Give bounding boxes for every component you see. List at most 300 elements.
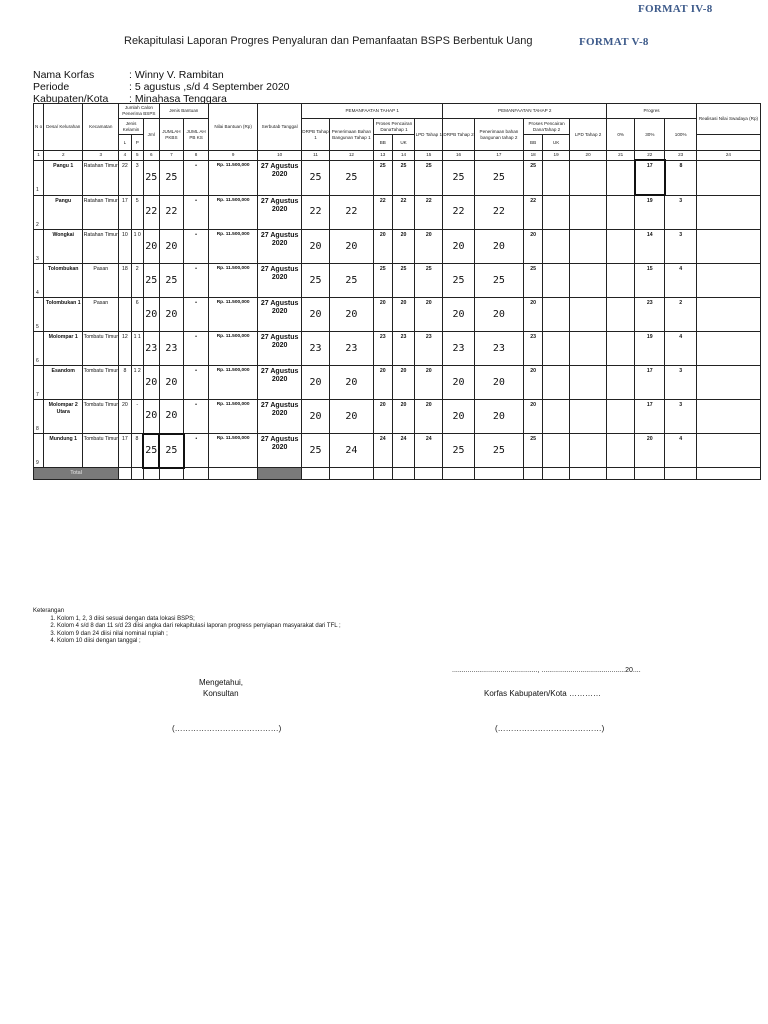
cell-jb2: •	[184, 264, 209, 298]
total-cell	[443, 468, 474, 480]
cell-drpb2: 20	[443, 366, 474, 400]
header-jumlah-calon: Jumlah Calon Penerima BSPS	[119, 104, 159, 119]
total-cell	[665, 468, 696, 480]
header-penerimaan-1: Penerimaan Bahan Bangunan Tahap 1	[330, 119, 374, 151]
cell-pen1: 20	[330, 400, 374, 434]
cell-jb: 20	[159, 230, 184, 264]
cell-p100: 3	[665, 195, 696, 230]
cell-drpb1: 20	[302, 366, 330, 400]
cell-p30: 17	[635, 366, 665, 400]
cell-jml: 25	[143, 160, 159, 195]
cell-nilai: Rp. 11.500,000	[208, 160, 257, 195]
cell-l: 17	[119, 195, 131, 230]
total-label: Total	[34, 468, 119, 480]
cell-uk1: 20	[392, 230, 414, 264]
cell-lpd2	[570, 298, 607, 332]
kabupaten-value: : Minahasa Tenggara	[129, 93, 227, 105]
header-uk-2: UK	[543, 135, 570, 151]
table-row	[34, 332, 761, 366]
cell-uk1: 20	[392, 400, 414, 434]
cell-pen2: 22	[474, 195, 523, 230]
cell-desa: Tolombukan	[44, 264, 83, 298]
cell-bb2: 20	[524, 366, 543, 400]
cell-bb1: 20	[373, 230, 392, 264]
cell-bb1: 25	[373, 264, 392, 298]
cell-nilai: Rp. 11.500,000	[208, 264, 257, 298]
kabupaten-label: Kabupaten/Kota	[33, 93, 109, 105]
table-row	[34, 400, 761, 434]
cell-l: 22	[119, 160, 131, 195]
total-cell	[143, 468, 159, 480]
cell-pen1: 20	[330, 298, 374, 332]
cell-jml: 25	[143, 434, 159, 468]
keterangan-item: 3. Kolom 9 dan 24 diisi nilai nominal rupiah ;	[57, 631, 593, 639]
column-number: 11	[302, 151, 330, 161]
cell-realisasi	[696, 400, 760, 434]
cell-pen2: 20	[474, 400, 523, 434]
cell-lpd2	[570, 332, 607, 366]
column-number: 7	[159, 151, 184, 161]
cell-kec: Pasan	[83, 298, 119, 332]
cell-drpb1: 20	[302, 298, 330, 332]
cell-realisasi	[696, 434, 760, 468]
total-cell	[635, 468, 665, 480]
header-progres-30: 30%	[635, 119, 665, 151]
column-number: 23	[665, 151, 696, 161]
cell-pen1: 24	[330, 434, 374, 468]
total-cell	[607, 468, 635, 480]
cell-uk1: 25	[392, 160, 414, 195]
header-bb-2: BB	[524, 135, 543, 151]
cell-kec: Tombatu Timur	[83, 366, 119, 400]
cell-l: 12	[119, 332, 131, 366]
cell-bb2: 25	[524, 160, 543, 195]
cell-realisasi	[696, 160, 760, 195]
cell-p: 1 2	[131, 366, 143, 400]
cell-no: 1	[34, 160, 44, 195]
cell-l: 10	[119, 230, 131, 264]
total-cell	[543, 468, 570, 480]
cell-p100: 3	[665, 230, 696, 264]
format-code-top: FORMAT IV-8	[638, 3, 713, 15]
cell-pen2: 25	[474, 264, 523, 298]
cell-jb: 22	[159, 195, 184, 230]
header-pemanfaatan-1: PEMANFAATAN TAHAP 1	[302, 104, 443, 119]
cell-kec: Ratahan Timur	[83, 160, 119, 195]
cell-drpb2: 20	[443, 230, 474, 264]
cell-no: 5	[34, 298, 44, 332]
header-jb-b: JUML AH PB KS	[184, 119, 209, 151]
cell-p30: 14	[635, 230, 665, 264]
cell-tgl: 27 Agustus 2020	[258, 160, 302, 195]
cell-lpd1: 20	[415, 298, 443, 332]
cell-p0	[607, 400, 635, 434]
cell-p100: 4	[665, 434, 696, 468]
cell-p0	[607, 160, 635, 195]
cell-jml: 25	[143, 264, 159, 298]
cell-p0	[607, 434, 635, 468]
column-number: 1	[34, 151, 44, 161]
column-number: 17	[474, 151, 523, 161]
cell-tgl: 27 Agustus 2020	[258, 298, 302, 332]
cell-realisasi	[696, 230, 760, 264]
cell-p0	[607, 230, 635, 264]
cell-uk1: 24	[392, 434, 414, 468]
cell-lpd1: 22	[415, 195, 443, 230]
total-cell	[524, 468, 543, 480]
cell-drpb1: 25	[302, 160, 330, 195]
column-number: 2	[44, 151, 83, 161]
header-no: N o	[34, 104, 44, 151]
column-number: 13	[373, 151, 392, 161]
keterangan-item: 2. Kolom 4 s/d 8 dan 11 s/d 23 diisi angka dari rekapitulasi laporan progress penyiapan masyarakat dari TFL ;	[57, 623, 593, 631]
total-cell	[208, 468, 257, 480]
cell-pen1: 25	[330, 264, 374, 298]
cell-realisasi	[696, 298, 760, 332]
header-jenis-bantuan: Jenis Bantuan	[159, 104, 208, 119]
cell-jb: 25	[159, 160, 184, 195]
total-cell	[159, 468, 184, 480]
total-cell	[302, 468, 330, 480]
cell-uk2	[543, 332, 570, 366]
cell-lpd2	[570, 160, 607, 195]
cell-lpd1: 20	[415, 366, 443, 400]
header-nilai-bantuan: Nilai Bantuan (Rp)	[208, 104, 257, 151]
header-proses-1: Proses Pencairan DanaTahap 1	[373, 119, 414, 135]
cell-uk2	[543, 195, 570, 230]
cell-desa: Pangu	[44, 195, 83, 230]
cell-bb1: 25	[373, 160, 392, 195]
cell-no: 6	[34, 332, 44, 366]
cell-pen1: 20	[330, 230, 374, 264]
cell-jb: 25	[159, 264, 184, 298]
keterangan-item: 4. Kolom 10 diisi dengan tanggal ;	[57, 638, 593, 646]
report-info	[33, 69, 290, 105]
cell-nilai: Rp. 11.500,000	[208, 230, 257, 264]
cell-p: 1 1	[131, 332, 143, 366]
cell-p30: 17	[635, 400, 665, 434]
recap-table	[33, 103, 761, 480]
cell-desa: Esandom	[44, 366, 83, 400]
cell-no: 9	[34, 434, 44, 468]
cell-p30: 23	[635, 298, 665, 332]
cell-jb: 20	[159, 298, 184, 332]
cell-jb: 23	[159, 332, 184, 366]
total-cell	[373, 468, 392, 480]
total-cell	[330, 468, 374, 480]
cell-lpd2	[570, 400, 607, 434]
cell-desa: Pangu 1	[44, 160, 83, 195]
cell-no: 7	[34, 366, 44, 400]
header-uk-1: UK	[392, 135, 414, 151]
total-cell	[131, 468, 143, 480]
total-cell	[570, 468, 607, 480]
cell-no: 8	[34, 400, 44, 434]
cell-l	[119, 298, 131, 332]
cell-p100: 8	[665, 160, 696, 195]
cell-l: 18	[119, 264, 131, 298]
cell-lpd1: 24	[415, 434, 443, 468]
cell-bb2: 23	[524, 332, 543, 366]
cell-desa: Wongkai	[44, 230, 83, 264]
cell-lpd2	[570, 434, 607, 468]
periode-value: : 5 agustus ,s/d 4 September 2020	[129, 81, 290, 93]
cell-lpd1: 20	[415, 400, 443, 434]
table-row	[34, 160, 761, 195]
table-row	[34, 434, 761, 468]
cell-p: 8	[131, 434, 143, 468]
cell-p: 5	[131, 195, 143, 230]
column-number: 20	[570, 151, 607, 161]
header-serbutab: Serbutab Tanggal	[258, 104, 302, 151]
cell-p30: 19	[635, 195, 665, 230]
cell-uk2	[543, 230, 570, 264]
column-number: 24	[696, 151, 760, 161]
cell-bb2: 25	[524, 264, 543, 298]
keterangan-list	[33, 616, 593, 646]
cell-nilai: Rp. 11.500,000	[208, 332, 257, 366]
cell-nilai: Rp. 11.500,000	[208, 434, 257, 468]
total-cell	[392, 468, 414, 480]
cell-jb2: •	[184, 332, 209, 366]
cell-jml: 22	[143, 195, 159, 230]
cell-drpb2: 23	[443, 332, 474, 366]
header-kecamatan: Kecamatan	[83, 104, 119, 151]
document-title: Rekapitulasi Laporan Progres Penyaluran dan Pemanfaatan BSPS Berbentuk Uang	[124, 35, 533, 47]
cell-no: 2	[34, 195, 44, 230]
cell-p0	[607, 366, 635, 400]
cell-realisasi	[696, 366, 760, 400]
header-progres-0: 0%	[607, 119, 635, 151]
signature-date-line: ............................................, ...........................................20....	[452, 667, 641, 674]
cell-tgl: 27 Agustus 2020	[258, 195, 302, 230]
cell-lpd2	[570, 264, 607, 298]
cell-uk2	[543, 160, 570, 195]
cell-jb2: •	[184, 400, 209, 434]
column-number: 5	[131, 151, 143, 161]
cell-drpb2: 25	[443, 434, 474, 468]
cell-lpd1: 20	[415, 230, 443, 264]
cell-pen2: 25	[474, 434, 523, 468]
cell-pen2: 20	[474, 366, 523, 400]
cell-kec: Tombatu Timur	[83, 332, 119, 366]
cell-lpd1: 25	[415, 160, 443, 195]
cell-p0	[607, 332, 635, 366]
header-realisasi-blank	[696, 135, 760, 151]
periode-label: Periode	[33, 81, 70, 93]
cell-uk1: 23	[392, 332, 414, 366]
cell-l: 20	[119, 400, 131, 434]
cell-bb1: 20	[373, 298, 392, 332]
cell-uk2	[543, 264, 570, 298]
column-number: 6	[143, 151, 159, 161]
column-number: 12	[330, 151, 374, 161]
column-number: 16	[443, 151, 474, 161]
cell-uk1: 20	[392, 298, 414, 332]
cell-p30: 19	[635, 332, 665, 366]
cell-nilai: Rp. 11.500,000	[208, 366, 257, 400]
cell-bb1: 20	[373, 366, 392, 400]
cell-p0	[607, 195, 635, 230]
header-jenis-kelamin: Jenis Kelamin	[119, 119, 144, 135]
cell-uk1: 25	[392, 264, 414, 298]
table-row	[34, 230, 761, 264]
cell-pen2: 20	[474, 230, 523, 264]
cell-p: 1 0	[131, 230, 143, 264]
cell-drpb1: 20	[302, 230, 330, 264]
cell-p: 2	[131, 264, 143, 298]
header-pemanfaatan-2: PEMANFAATAN TAHAP 2	[443, 104, 607, 119]
cell-jb2: •	[184, 366, 209, 400]
header-p: P	[131, 135, 143, 151]
cell-tgl: 27 Agustus 2020	[258, 264, 302, 298]
column-number: 19	[543, 151, 570, 161]
cell-tgl: 27 Agustus 2020	[258, 230, 302, 264]
cell-jml: 20	[143, 366, 159, 400]
signature-blank-right: (…………………………………)	[495, 724, 605, 733]
column-number: 9	[208, 151, 257, 161]
cell-l: 17	[119, 434, 131, 468]
cell-pen2: 20	[474, 298, 523, 332]
cell-bb2: 20	[524, 298, 543, 332]
header-proses-2: Proses Pencairan DanaTahap 2	[524, 119, 570, 135]
cell-bb1: 23	[373, 332, 392, 366]
cell-jml: 20	[143, 298, 159, 332]
table-row	[34, 298, 761, 332]
header-l: L	[119, 135, 131, 151]
column-number: 10	[258, 151, 302, 161]
signature-korfas: Korfas Kabupaten/Kota …………	[484, 689, 601, 698]
cell-lpd1: 23	[415, 332, 443, 366]
cell-uk2	[543, 366, 570, 400]
column-number: 18	[524, 151, 543, 161]
total-cell	[474, 468, 523, 480]
cell-p: 3	[131, 160, 143, 195]
cell-drpb1: 23	[302, 332, 330, 366]
cell-bb1: 24	[373, 434, 392, 468]
cell-pen2: 23	[474, 332, 523, 366]
cell-jb2: •	[184, 195, 209, 230]
cell-p0	[607, 264, 635, 298]
header-progres-100: 100%	[665, 119, 696, 151]
cell-l: 8	[119, 366, 131, 400]
keterangan	[33, 608, 593, 646]
cell-kec: Pasan	[83, 264, 119, 298]
cell-nilai: Rp. 11.500,000	[208, 298, 257, 332]
header-jb-a: JUMLAH PKBS	[159, 119, 184, 151]
cell-tgl: 27 Agustus 2020	[258, 434, 302, 468]
signature-blank-left: (…………………………………)	[172, 724, 282, 733]
keterangan-item: 1. Kolom 1, 2, 3 diisi sesuai dengan data lokasi BSPS;	[57, 616, 593, 624]
total-cell	[415, 468, 443, 480]
cell-desa: Molompar 2 Utara	[44, 400, 83, 434]
cell-bb2: 25	[524, 434, 543, 468]
column-number-row	[34, 151, 761, 161]
cell-uk2	[543, 298, 570, 332]
header-lpd-1: LPD Tahap 1	[415, 119, 443, 151]
total-cell	[119, 468, 131, 480]
cell-desa: Tolombukan 1	[44, 298, 83, 332]
column-number: 4	[119, 151, 131, 161]
cell-jb2: •	[184, 434, 209, 468]
cell-jb: 25	[159, 434, 184, 468]
cell-drpb1: 22	[302, 195, 330, 230]
table-row	[34, 195, 761, 230]
keterangan-title: Keterangan	[33, 608, 65, 614]
cell-jb2: •	[184, 298, 209, 332]
cell-p100: 3	[665, 400, 696, 434]
cell-realisasi	[696, 264, 760, 298]
header-bb-1: BB	[373, 135, 392, 151]
table-row	[34, 264, 761, 298]
cell-bb1: 22	[373, 195, 392, 230]
cell-pen2: 25	[474, 160, 523, 195]
cell-p0	[607, 298, 635, 332]
header-desa: Desa/ Kelurahan	[44, 104, 83, 151]
column-number: 21	[607, 151, 635, 161]
cell-lpd2	[570, 230, 607, 264]
cell-drpb1: 20	[302, 400, 330, 434]
column-number: 15	[415, 151, 443, 161]
cell-p100: 4	[665, 332, 696, 366]
cell-lpd2	[570, 366, 607, 400]
cell-drpb2: 22	[443, 195, 474, 230]
cell-no: 4	[34, 264, 44, 298]
cell-uk2	[543, 400, 570, 434]
cell-pen1: 23	[330, 332, 374, 366]
cell-jb: 20	[159, 400, 184, 434]
header-lpd-2: LPD Tahap 2	[570, 119, 607, 151]
cell-nilai: Rp. 11.500,000	[208, 195, 257, 230]
cell-kec: Ratahan Timur	[83, 195, 119, 230]
nama-korfas-value: : Winny V. Rambitan	[129, 69, 224, 81]
cell-pen1: 25	[330, 160, 374, 195]
nama-korfas-label: Nama Korfas	[33, 69, 95, 81]
cell-kec: Tombatu Timur	[83, 400, 119, 434]
cell-uk1: 20	[392, 366, 414, 400]
cell-jml: 23	[143, 332, 159, 366]
cell-kec: Ratahan Timur	[83, 230, 119, 264]
cell-p30: 15	[635, 264, 665, 298]
cell-realisasi	[696, 195, 760, 230]
column-number: 8	[184, 151, 209, 161]
column-number: 22	[635, 151, 665, 161]
header-drpb-2: DRPB Tahap 2	[443, 119, 474, 151]
table-row	[34, 366, 761, 400]
cell-tgl: 27 Agustus 2020	[258, 400, 302, 434]
header-penerimaan-2: Penerimaan bahan bangunan tahap 2	[474, 119, 523, 151]
cell-nilai: Rp. 11.500,000	[208, 400, 257, 434]
total-row	[34, 468, 761, 480]
cell-p100: 4	[665, 264, 696, 298]
column-number: 3	[83, 151, 119, 161]
cell-p30: 20	[635, 434, 665, 468]
cell-tgl: 27 Agustus 2020	[258, 332, 302, 366]
cell-lpd1: 25	[415, 264, 443, 298]
cell-drpb2: 25	[443, 160, 474, 195]
cell-jml: 20	[143, 230, 159, 264]
cell-p100: 3	[665, 366, 696, 400]
total-cell	[184, 468, 209, 480]
signature-konsultan: Konsultan	[203, 689, 239, 698]
signature-mengetahui: Mengetahui,	[199, 678, 244, 687]
total-cell	[696, 468, 760, 480]
cell-drpb2: 20	[443, 298, 474, 332]
cell-jb2: •	[184, 230, 209, 264]
cell-lpd2	[570, 195, 607, 230]
cell-realisasi	[696, 332, 760, 366]
cell-p: -	[131, 400, 143, 434]
